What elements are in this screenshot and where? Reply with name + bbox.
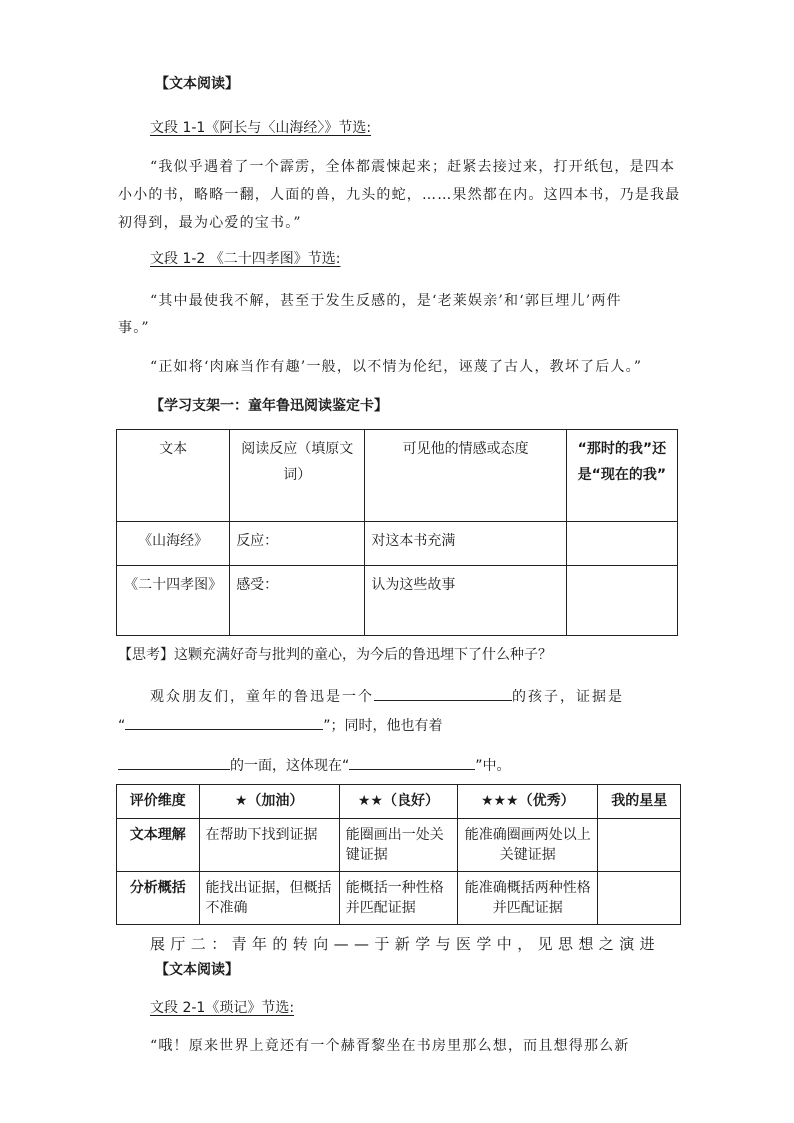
rubric-dimension: 文本理解 — [117, 819, 200, 872]
rubric-cell: 能概括一种性格并匹配证据 — [339, 872, 457, 925]
scaffold1-title: 【学习支架一：童年鲁迅阅读鉴定卡】 — [150, 398, 388, 414]
think-prompt: 【思考】这颗充满好奇与批判的童心，为今后的鲁迅埋下了什么种子？ — [118, 647, 552, 663]
rubric-header: ★★（良好） — [339, 785, 457, 819]
rubric-my-stars[interactable] — [598, 819, 681, 872]
row1-attitude[interactable]: 对这本书充满 — [365, 522, 566, 566]
blank-other-side[interactable] — [118, 753, 230, 770]
passage2-line2: 事。” — [118, 320, 150, 336]
passage2-title: 文段 1-2 《二十四孝图》节选: — [150, 251, 341, 267]
passage1-title: 文段 1-1《阿长与〈山海经〉》节选: — [150, 120, 372, 136]
rubric-table — [116, 784, 681, 925]
fill-text: ”；同时，他也有着 — [323, 718, 443, 734]
blank-evidence[interactable] — [125, 713, 323, 730]
fill-text: 的一面，这体现在“ — [230, 758, 350, 774]
table-row — [117, 566, 678, 636]
passage2-line3: “正如将‘肉麻当作有趣’一般，以不情为伦纪，诬蔑了古人，教坏了后人。” — [150, 359, 643, 375]
passage2-line1: “其中最使我不解，甚至于发生反感的，是‘老莱娱亲’和‘郭巨埋儿’两件 — [150, 293, 622, 309]
rubric-header: 评价维度 — [117, 785, 200, 819]
rubric-header: ★（加油） — [199, 785, 339, 819]
hall2-heading: 【文本阅读】 — [155, 962, 239, 978]
passage1-line3: 初得到，最为心爱的宝书。” — [118, 215, 302, 231]
fill-line-1 — [150, 684, 624, 707]
header-attitude: 可见他的情感或态度 — [365, 430, 566, 522]
row1-text: 《山海经》 — [117, 522, 230, 566]
rubric-header: ★★★（优秀） — [458, 785, 598, 819]
hall2-passage-title: 文段 2-1《琐记》节选: — [150, 1000, 295, 1016]
header-text: 文本 — [117, 430, 230, 522]
rubric-cell: 能圈画出一处关键证据 — [339, 819, 457, 872]
rubric-cell: 在帮助下找到证据 — [199, 819, 339, 872]
table-row — [117, 819, 681, 872]
blank-evidence-2[interactable] — [349, 753, 475, 770]
rubric-header: 我的星星 — [598, 785, 681, 819]
fill-text: 的孩子，证据是 — [512, 689, 624, 705]
row2-then-or-now[interactable] — [566, 566, 677, 636]
rubric-cell: 能找出证据，但概括不准确 — [199, 872, 339, 925]
rubric-cell: 能准确概括两种性格并匹配证据 — [458, 872, 598, 925]
passage1-line1: “我似乎遇着了一个霹雳，全体都震悚起来；赶紧去接过来，打开纸包，是四本 — [150, 159, 676, 175]
table-header-row — [117, 430, 678, 522]
table-row — [117, 872, 681, 925]
fill-line-3 — [118, 753, 511, 776]
row2-reaction[interactable]: 感受： — [230, 566, 365, 636]
fill-line-2 — [118, 713, 443, 736]
section1-heading: 【文本阅读】 — [155, 76, 239, 92]
row2-attitude[interactable]: 认为这些故事 — [365, 566, 566, 636]
fill-text: ”中。 — [475, 758, 511, 774]
header-reaction: 阅读反应（填原文词） — [230, 430, 365, 522]
row2-text: 《二十四孝图》 — [117, 566, 230, 636]
row1-reaction[interactable]: 反应： — [230, 522, 365, 566]
fill-text: 观众朋友们，童年的鲁迅是一个 — [150, 689, 374, 705]
hall2-passage-line1: “哦！原来世界上竟还有一个赫胥黎坐在书房里那么想，而且想得那么新 — [150, 1038, 630, 1054]
passage1-line2: 小小的书，略略一翻，人面的兽，九头的蛇，……果然都在内。这四本书，乃是我最 — [118, 187, 681, 203]
rubric-my-stars[interactable] — [598, 872, 681, 925]
rubric-header-row — [117, 785, 681, 819]
rubric-cell: 能准确圈画两处以上关键证据 — [458, 819, 598, 872]
fill-text: “ — [118, 718, 126, 734]
row1-then-or-now[interactable] — [566, 522, 677, 566]
header-then-or-now: “那时的我”还是“现在的我” — [566, 430, 677, 522]
table-row — [117, 522, 678, 566]
rubric-dimension: 分析概括 — [117, 872, 200, 925]
blank-trait[interactable] — [374, 684, 512, 701]
reading-card-table — [116, 429, 678, 636]
hall2-title: 展厅二：青年的转向——于新学与医学中，见思想之演进 — [150, 935, 661, 953]
